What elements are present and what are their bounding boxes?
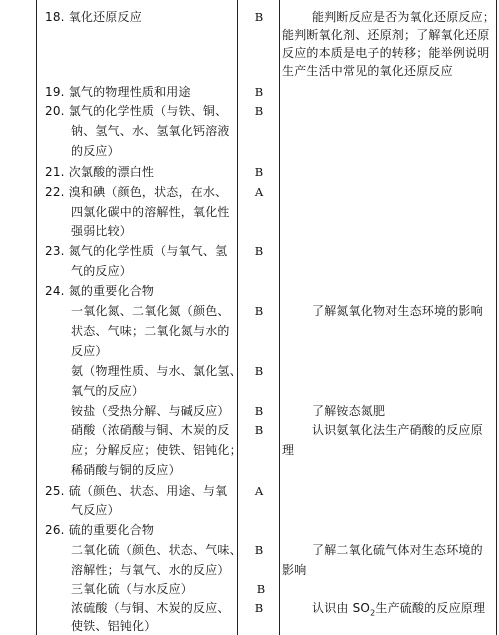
requirement-line: 了解氮氧化物对生态环境的影响	[312, 304, 483, 318]
level-badge: B	[254, 85, 264, 99]
level-badge: B	[254, 423, 264, 437]
topic-line: 19. 氯气的物理性质和用途	[45, 85, 191, 99]
table-border-right	[496, 0, 497, 635]
subscript: 2	[370, 608, 376, 618]
topic-line: 26. 硫的重要化合物	[45, 523, 155, 537]
topic-line: 23. 氮气的化学性质（与氧气、氢	[45, 244, 228, 258]
level-badge: B	[254, 244, 264, 258]
topic-line: 硝酸（浓硝酸与铜、木炭的反	[71, 423, 230, 437]
topic-line: 24. 氮的重要化合物	[45, 284, 155, 298]
requirement-line: 了解铵态氮肥	[312, 404, 386, 418]
topic-line: 氨（物理性质、与水、氯化氢、	[71, 364, 242, 378]
requirement-text: 生产硫酸的反应原理	[375, 601, 486, 615]
topic-line: 二氧化硫（颜色、状态、气味、	[71, 543, 242, 557]
requirement-line	[312, 601, 486, 618]
topic-line: 20. 氯气的化学性质（与铁、铜、	[45, 104, 228, 118]
topic-line: 状态、气味；二氧化氮与水的	[71, 324, 230, 338]
topic-line: 应；分解反应；使铁、铝钝化；	[71, 443, 242, 457]
topic-line: 三氧化硫（与水反应）	[71, 582, 194, 596]
topic-line: 钠、氢气、水、氢氧化钙溶液	[71, 124, 230, 138]
requirement-line: 生产生活中常见的氧化还原反应	[282, 64, 453, 78]
level-badge: B	[254, 165, 264, 179]
topic-line: 气反应）	[71, 503, 120, 517]
topic-line: 一氧化氮、二氧化氮（颜色、	[71, 304, 230, 318]
requirement-text: 认识由 SO	[312, 601, 371, 615]
level-badge: B	[256, 582, 266, 596]
topic-line: 气的反应）	[71, 264, 133, 278]
level-badge: B	[254, 364, 264, 378]
level-badge: B	[254, 104, 264, 118]
topic-line: 21. 次氯酸的漂白性	[45, 165, 155, 179]
requirement-line: 影响	[282, 563, 307, 577]
topic-line: 稀硝酸与铜的反应）	[71, 463, 181, 477]
topic-line: 四氯化碳中的溶解性，氧化性	[71, 205, 230, 219]
topic-line: 25. 硫（颜色、状态、用途、与氧	[45, 484, 228, 498]
topic-line: 氧气的反应）	[71, 384, 145, 398]
topic-line: 18. 氧化还原反应	[45, 10, 142, 24]
level-badge: B	[254, 404, 264, 418]
level-badge: B	[254, 10, 264, 24]
table-border-col3	[279, 0, 280, 635]
level-badge: B	[254, 601, 264, 615]
topic-line: 溶解性；与氧气、水的反应）	[71, 563, 230, 577]
level-badge: B	[254, 543, 264, 557]
level-badge: A	[254, 484, 264, 498]
table-border-col2	[237, 0, 238, 635]
requirement-line: 能判断氧化剂、还原剂；了解氧化还原	[282, 28, 490, 42]
requirement-line: 认识氨氧化法生产硝酸的反应原	[312, 423, 483, 437]
topic-line: 的反应）	[71, 144, 120, 158]
level-badge: A	[254, 185, 264, 199]
requirement-line: 反应的本质是电子的转移；能举例说明	[282, 46, 490, 60]
requirement-line: 能判断反应是否为氧化还原反应；	[312, 10, 496, 24]
topic-line: 使铁、铝钝化）	[71, 619, 157, 633]
level-badge: B	[254, 304, 264, 318]
table-border-left	[36, 0, 37, 635]
topic-line: 22. 溴和碘（颜色，状态，在水、	[45, 185, 228, 199]
requirement-line: 理	[282, 443, 295, 457]
topic-line: 反应）	[71, 344, 108, 358]
topic-line: 强弱比较）	[71, 224, 133, 238]
topic-line: 铵盐（受热分解、与碱反应）	[71, 404, 230, 418]
requirement-line: 了解二氧化硫气体对生态环境的	[312, 543, 483, 557]
topic-line: 浓硫酸（与铜、木炭的反应、	[71, 601, 230, 615]
